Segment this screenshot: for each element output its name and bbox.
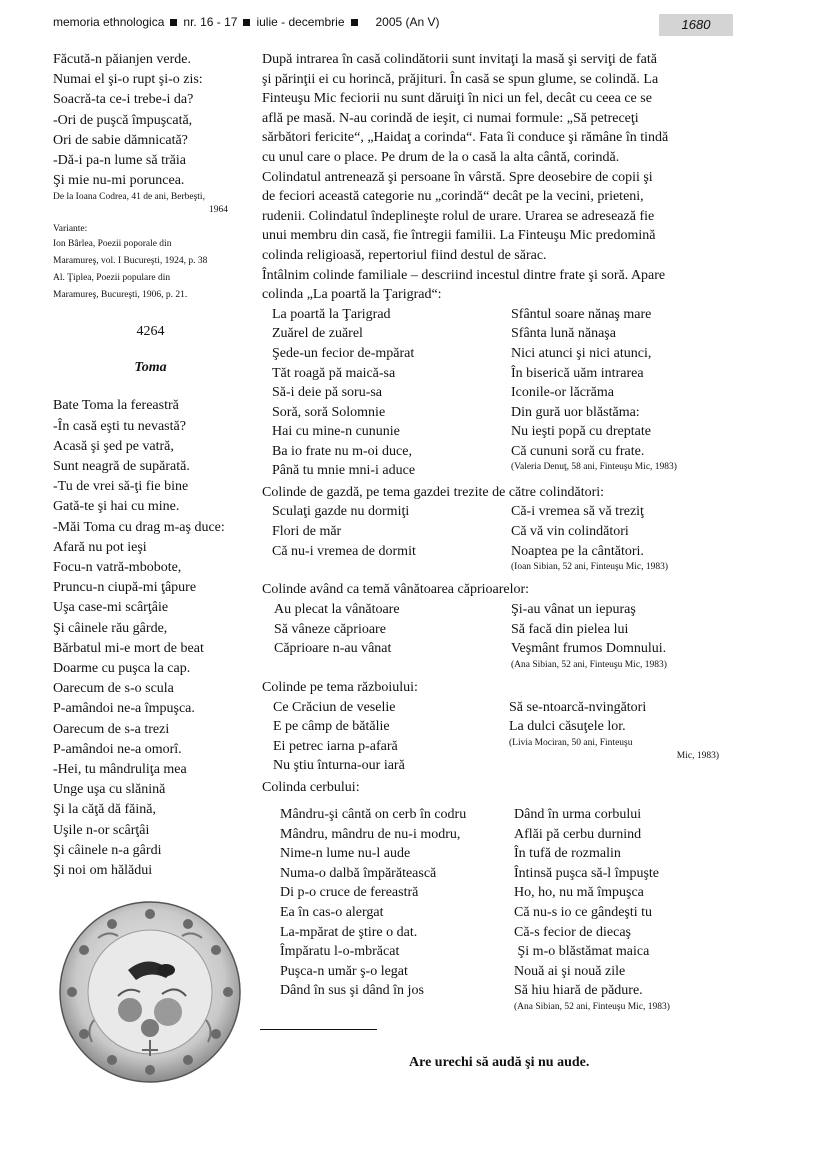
issue-period: iulie - decembrie (256, 15, 345, 29)
header-running-title (53, 14, 440, 30)
text-line: de feciori această categorie nu „corindă“ decât pe la vecini, prieteni, (262, 189, 644, 205)
text-line: unui membru din casă, fie întregii familii. La Finteuşu Mic predomină (262, 228, 656, 244)
verse-line: Că cununi soră cu frate. (511, 443, 645, 459)
verse-right-column (514, 805, 670, 1014)
section-heading: Colinde de gazdă, pe tema gazdei trezite de către colindători: (262, 484, 605, 500)
variant-ref: Maramureş, vol. I Bucureşti, 1924, p. 38 (53, 256, 208, 267)
verse-line: Să-i deie pă soru-sa (272, 385, 383, 401)
poem-line: Bărbatul mi-e mort de beat (53, 640, 204, 656)
verse-line: Sculaţi gazde nu dormiţi (272, 504, 410, 520)
verse-left-column (274, 600, 400, 659)
verse-line: Ce Crăciun de veselie (273, 699, 396, 715)
section-heading: Colinde pe tema războiului: (262, 679, 418, 695)
poem-line: Şi noi om hălădui (53, 863, 153, 879)
verse-tarigrad (262, 305, 732, 483)
variant-ref: Maramureş, Bucureşti, 1906, p. 21. (53, 290, 188, 301)
verse-line: Mândru-şi cântă on cerb în codru (280, 807, 467, 823)
verse-right-column (509, 698, 719, 763)
poem-line: Pruncu-n ciupă-mi ţâpure (53, 580, 197, 596)
verse-right-column (511, 305, 677, 475)
verse-line: Hai cu mine-n cununie (272, 424, 400, 440)
variants-label: Variante: (53, 224, 88, 235)
verse-line: Dând în sus şi dând în jos (280, 983, 424, 999)
verse-line: La-mpărat de ştire o dat. (280, 924, 418, 940)
text-line: cu unul care o place. Pe drum de la o casă la alta cântă, corindă. (262, 149, 620, 165)
verse-line: Că-s fecior de diecaş (514, 924, 631, 940)
poem-line: Numai el şi-o rupt şi-o zis: (53, 72, 203, 88)
verse-left-column (272, 305, 415, 481)
verse-line: Să se-ntoarcă-nvingători (509, 699, 647, 715)
verse-line: Să vâneze căprioare (274, 621, 386, 637)
verse-line: Ei petrec iarna p-afară (273, 738, 398, 754)
verse-line: În tufă de rozmalin (514, 846, 621, 862)
right-column (262, 50, 732, 1025)
source-note-year: 1964 (209, 205, 228, 216)
verse-line: Nici atunci şi nici atunci, (511, 345, 652, 361)
poem-line: Sunt neagră de supărată. (53, 459, 190, 475)
verse-line: Sfânta lună nănaşa (511, 326, 616, 342)
poem-title: Toma (134, 360, 167, 376)
text-line: Finteuşu Mic feciorii nu sunt dăruiţi în nici un fel, decât cu ceea ce se (262, 91, 652, 107)
verse-line: Flori de măr (272, 523, 342, 539)
verse-source: (Ana Sibian, 52 ani, Finteuşu Mic, 1983) (511, 659, 667, 670)
footnote-rule (260, 1029, 377, 1030)
left-column (53, 50, 248, 881)
verse-left-column (280, 805, 466, 1001)
verse-source-cont: Mic, 1983) (676, 750, 719, 761)
page-number: 1680 (659, 14, 733, 36)
verse-vanatoare (262, 600, 732, 678)
verse-right-column (511, 600, 667, 672)
footer-proverb: Are urechi să audă şi nu aude. (409, 1055, 590, 1070)
poem-line: Şi mie nu-mi poruncea. (53, 173, 185, 189)
square-bullet-icon (243, 19, 250, 26)
verse-line: Ho, ho, nu mă împuşca (514, 885, 644, 901)
verse-line: Iconile-or lăcrăma (511, 385, 614, 401)
poem-line: Uşile n-or scârţâi (53, 822, 150, 838)
decorated-plate-image (58, 900, 242, 1084)
verse-source: (Livia Mociran, 50 ani, Finteuşu (509, 737, 633, 748)
poem-line: Unge uşa cu slănină (53, 782, 166, 798)
verse-left-column (273, 698, 405, 776)
variant-ref: Al. Ţiplea, Poezii populare din (53, 273, 171, 284)
section-heading: Colinde având ca temă vânătoarea căprioarelor: (262, 582, 530, 598)
verse-source: (Ioan Sibian, 52 ani, Finteuşu Mic, 1983) (511, 562, 668, 573)
square-bullet-icon (170, 19, 177, 26)
verse-line: Întinsă puşca să-l împuşte (514, 865, 660, 881)
verse-line: Zuărel de zuărel (272, 326, 363, 342)
verse-line: Din gură uor blăstăma: (511, 404, 640, 420)
variant-ref: Ion Bârlea, Poezii poporale din (53, 239, 172, 250)
poem-line: -Măi Toma cu drag m-aş duce: (53, 519, 225, 535)
verse-line: Nu ieşti popă cu dreptate (511, 424, 651, 440)
verse-line: Puşca-n umăr ş-o legat (280, 963, 408, 979)
verse-line: Că-i vremea să vă treziţ (511, 504, 644, 520)
verse-line: Până tu mnie mni-i aduce (272, 463, 416, 479)
verse-line: La dulci căsuţele lor. (509, 719, 626, 735)
verse-line: Că vă vin colindători (511, 523, 629, 539)
square-bullet-icon (351, 19, 358, 26)
verse-line: E pe câmp de bătălie (273, 719, 390, 735)
text-line: Colindatul antrenează şi persoane în vârstă. Spre deosebire de copii şi (262, 169, 653, 185)
verse-line: Au plecat la vânătoare (274, 601, 400, 617)
journal-name: memoria ethnologica (53, 15, 165, 29)
issue-year: 2005 (An V) (375, 15, 440, 29)
poem-line: Şi câinele n-a gârdi (53, 842, 162, 858)
text-line: şi părinţii ei cu horincă, prăjituri. În casă se spun glume, se colindă. La (262, 71, 659, 87)
poem-line: Bate Toma la fereastră (53, 398, 179, 414)
issue-number: nr. 16 - 17 (183, 15, 238, 29)
intro-paragraph (262, 50, 732, 305)
poem-ending (53, 50, 248, 191)
verse-source: (Valeria Denuţ, 58 ani, Finteuşu Mic, 1983) (511, 462, 677, 473)
verse-line: Şi m-o blăstămat maica (514, 944, 650, 960)
verse-left-column (272, 502, 416, 561)
verse-line: Şede-un fecior de-mpărat (272, 345, 415, 361)
verse-line: Ea în cas-o alergat (280, 905, 384, 921)
verse-gazda (262, 502, 732, 580)
poem-line: Gată-te şi hai cu mine. (53, 499, 180, 515)
verse-line: Căprioare n-au vânat (274, 641, 392, 657)
poem-line: Uşa case-mi scârţâie (53, 600, 169, 616)
verse-source: (Ana Sibian, 52 ani, Finteuşu Mic, 1983) (514, 1002, 670, 1013)
verse-line: Veşmânt frumos Domnului. (511, 641, 667, 657)
poem-line: -Hei, tu mândruliţa mea (53, 762, 187, 778)
poem-line: Acasă şi şed pe vatră, (53, 438, 174, 454)
verse-line: Noaptea pe la cântători. (511, 543, 644, 559)
verse-right-column (511, 502, 668, 574)
poem-line: Făcută-n păianjen verde. (53, 52, 191, 67)
verse-line: În biserică uăm intrarea (511, 365, 644, 381)
poem-number: 4264 (136, 324, 165, 340)
text-line: sărbători fericite“, „Haidaţ a corinda“. Fata îi conduce şi rămâne în tindă (262, 130, 669, 146)
text-line: După intrarea în casă colindătorii sunt invitaţi la masă şi serviţi de fată (262, 52, 657, 67)
verse-line: Nu ştiu înturna-our iară (273, 758, 405, 774)
verse-line: Că nu-s io ce gândeşti tu (514, 905, 653, 921)
verse-line: Nime-n lume nu-l aude (280, 846, 411, 862)
poem-line: Afară nu pot ieşi (53, 539, 147, 555)
poem-line: -Dă-i pa-n lume să trăia (53, 153, 186, 169)
verse-line: Aflăi pă cerbu durnind (514, 826, 642, 842)
poem-line: Şi la căţă dă făină, (53, 802, 157, 818)
poem-line: Şi câinele rău gârde, (53, 620, 168, 636)
text-line: colinda religioasă, repertoriul fiind destul de sărac. (262, 247, 547, 263)
verse-line: Că nu-i vremea de dormit (272, 543, 416, 559)
text-line: Întâlnim colinde familiale – descriind incestul dintre frate şi soră. Apare (262, 267, 666, 283)
text-line: colinda „La poartă la Ţarigrad“: (262, 287, 442, 303)
poem-line: -Tu de vrei să-ţi fie bine (53, 479, 189, 495)
poem-line: Oarecum de s-a trezi (53, 721, 170, 737)
poem-line: Soacră-ta ce-i trebe-i da? (53, 92, 194, 108)
poem-line: Oarecum de s-o scula (53, 681, 174, 697)
poem-toma (53, 396, 248, 881)
poem-line: Ori de sabie dămnicată? (53, 132, 188, 148)
verse-line: La poartă la Ţarigrad (272, 306, 391, 322)
poem-line: -Ori de puşcă împuşcată, (53, 112, 193, 128)
verse-line: Mândru, mândru de nu-i modru, (280, 826, 461, 842)
poem-line: Doarme cu puşca la cap. (53, 661, 191, 677)
verse-line: Soră, soră Solomnie (272, 404, 386, 420)
page-header (53, 14, 733, 36)
verse-line: Să facă din pielea lui (511, 621, 629, 637)
verse-line: Nouă ai şi nouă zile (514, 963, 626, 979)
verse-line: Dând în urma corbului (514, 807, 642, 823)
poem-line: Focu-n vatră-mbobote, (53, 560, 182, 576)
text-line: află pe masă. N-au corindă de ieşit, ci numai formule: „Să petreceţi (262, 110, 639, 126)
poem-line: P-amândoi ne-a împuşca. (53, 701, 195, 717)
verse-line: Împăratu l-o-mbrăcat (280, 944, 400, 960)
verse-razboi (262, 698, 732, 778)
verse-line: Numa-o dalbă împărătească (280, 865, 437, 881)
verse-line: Tăt roagă pă maică-sa (272, 365, 396, 381)
text-line: rudenii. Colindatul îndeplineşte rolul de urare. Urarea se adresează fie (262, 208, 655, 224)
poem-line: P-amândoi ne-a omorî. (53, 741, 182, 757)
verse-line: Sfântul soare nănaş mare (511, 306, 652, 322)
poem-line: -În casă eşti tu nevastă? (53, 418, 186, 434)
verse-cerb (262, 805, 732, 1025)
verse-line: Di p-o cruce de fereastră (280, 885, 419, 901)
verse-line: Să hiu hiară de pădure. (514, 983, 643, 999)
source-note: De la Ioana Codrea, 41 de ani, Berbeşti, (53, 192, 205, 203)
verse-line: Ba io frate nu m-oi duce, (272, 443, 412, 459)
section-heading: Colinda cerbului: (262, 779, 360, 795)
verse-line: Şi-au vânat un iepuraş (511, 601, 636, 617)
